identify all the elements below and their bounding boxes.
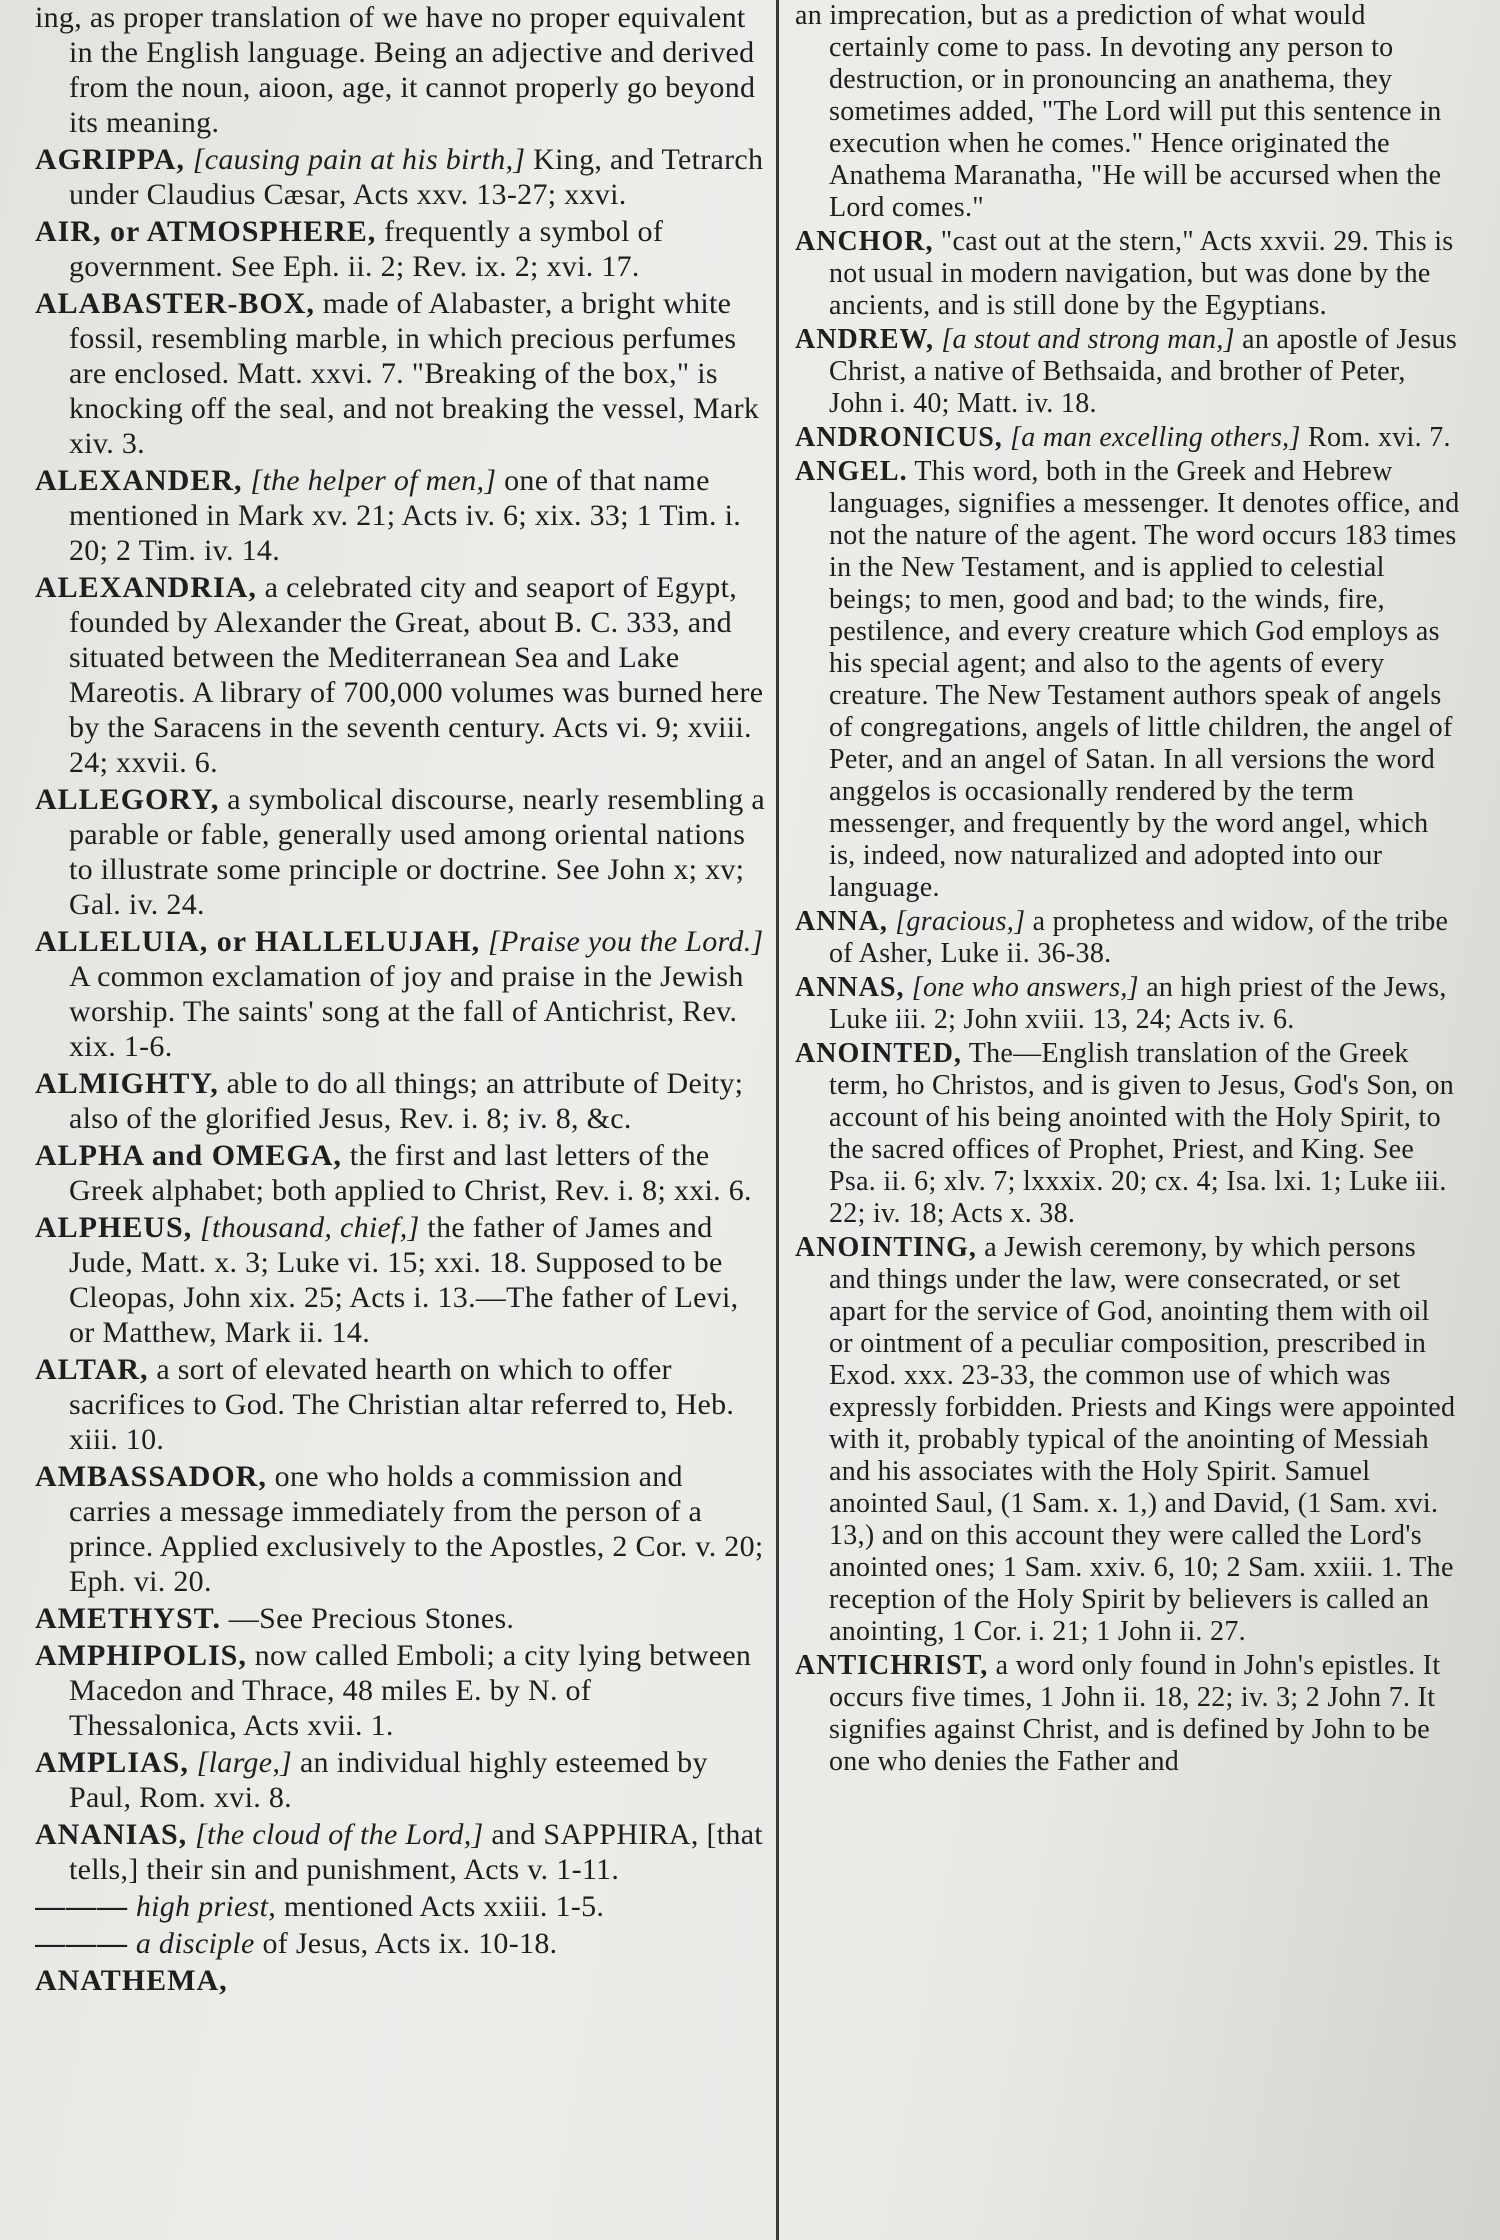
entry-headword: ANDREW, <box>795 324 934 355</box>
dictionary-entry <box>35 214 765 284</box>
entry-meta: [causing pain at his birth,] <box>192 143 526 176</box>
column-divider <box>776 0 779 2240</box>
dictionary-entry <box>795 1232 1460 1648</box>
dictionary-entry <box>35 570 765 780</box>
entry-meta: [the helper of men,] <box>250 464 497 497</box>
dictionary-entry <box>35 1745 765 1815</box>
dictionary-entry <box>35 142 765 212</box>
dictionary-entry <box>35 1601 765 1636</box>
entry-def: Rom. xvi. 7. <box>1307 422 1451 453</box>
entry-def: one of that name mentioned in Mark xv. 21; Acts iv. 6; xix. 33; 1 Tim. i. 20; 2 Tim. iv. 14. <box>69 464 742 567</box>
entry-def: "cast out at the stern," Acts xxvii. 29. This is not usual in modern navigation, but was done by the ancients, and is still done by the Egyptians. <box>829 226 1454 321</box>
dictionary-entry <box>35 1889 765 1924</box>
entry-def: The—English translation of the Greek term, ho Christos, and is given to Jesus, God's Son, on account of his being anointed with the Holy Spirit, to the sacred offices of Prophet, Priest, and King. See Psa. ii. 6; xlv. 7; lxxxix. 20; cx. 4; Isa. lxi. 1; Luke iii. 22; iv. 18; Acts x. 38. <box>829 1038 1455 1229</box>
entry-def: made of Alabaster, a bright white fossil, resembling marble, in which precious perfumes are enclosed. Matt. xxvi. 7. "Breaking of the box," is knocking off the seal, and not breaking the vessel, Mark xiv. 3. <box>69 287 760 460</box>
entry-meta: [thousand, chief,] <box>200 1211 420 1244</box>
dictionary-entry <box>795 0 1460 224</box>
entry-meta: [the cloud of the Lord,] <box>195 1818 484 1851</box>
entry-headword: ALEXANDER, <box>35 464 243 497</box>
entry-headword: ANOINTED, <box>795 1038 962 1069</box>
dictionary-entry <box>35 1138 765 1208</box>
entry-def: a prophetess and widow, of the tribe of Asher, Luke ii. 36-38. <box>829 906 1449 969</box>
entry-def: a celebrated city and seaport of Egypt, founded by Alexander the Great, about B. C. 333, and situated between the Mediterranean Sea and Lake Mareotis. A library of 700,000 volumes was burned here by the Saracens in the seventh century. Acts vi. 9; xviii. 24; xxvii. 6. <box>69 571 764 779</box>
entry-meta: [one who answers,] <box>911 972 1139 1003</box>
entry-headword: ALMIGHTY, <box>35 1067 219 1100</box>
dictionary-entry <box>795 324 1460 420</box>
entry-def: one who holds a commission and carries a message immediately from the person of a prince. Applied exclusively to the Apostles, 2 Cor. v. 20; Eph. vi. 20. <box>69 1460 764 1598</box>
entry-headword: ALLEGORY, <box>35 783 220 816</box>
dictionary-entry <box>795 906 1460 970</box>
entry-def: an individual highly esteemed by Paul, Rom. xvi. 8. <box>69 1746 708 1814</box>
entry-meta: [large,] <box>196 1746 293 1779</box>
dictionary-entry <box>795 422 1460 454</box>
entry-headword: AMPLIAS, <box>35 1746 189 1779</box>
dictionary-entry <box>35 1459 765 1599</box>
entry-headword: ALEXANDRIA, <box>35 571 257 604</box>
entry-meta: [gracious,] <box>895 906 1026 937</box>
entry-def: a sort of elevated hearth on which to offer sacrifices to God. The Christian altar referred to, Heb. xiii. 10. <box>69 1353 735 1456</box>
entry-headword: ALABASTER-BOX, <box>35 287 315 320</box>
entry-meta: high priest, <box>135 1890 277 1923</box>
entry-def: the first and last letters of the Greek alphabet; both applied to Christ, Rev. i. 8; xxi. 6. <box>69 1139 752 1207</box>
entry-def: the father of James and Jude, Matt. x. 3; Luke vi. 15; xxi. 18. Supposed to be Cleopas, John xix. 25; Acts i. 13.—The father of Levi, or Matthew, Mark ii. 14. <box>69 1211 739 1349</box>
entry-def: and SAPPHIRA, [that tells,] their sin and punishment, Acts v. 1-11. <box>69 1818 763 1886</box>
entry-headword: AMETHYST. <box>35 1602 221 1635</box>
entry-headword: ANNAS, <box>795 972 905 1003</box>
entry-def: now called Emboli; a city lying between Macedon and Thrace, 48 miles E. by N. of Thessalonica, Acts xvii. 1. <box>69 1639 752 1742</box>
dictionary-entry <box>795 1038 1460 1230</box>
entry-def: frequently a symbol of government. See Eph. ii. 2; Rev. ix. 2; xvi. 17. <box>69 215 664 283</box>
entry-def: King, and Tetrarch under Claudius Cæsar, Acts xxv. 13-27; xxvi. <box>69 143 764 211</box>
entry-headword: ——— <box>35 1927 128 1960</box>
entry-def: able to do all things; an attribute of Deity; also of the glorified Jesus, Rev. i. 8; iv. 8, &c. <box>69 1067 744 1135</box>
right-column <box>795 0 1460 2240</box>
entry-headword: AMPHIPOLIS, <box>35 1639 247 1672</box>
entry-def: a word only found in John's epistles. It occurs five times, 1 John ii. 18, 22; iv. 3; 2 John 7. It signifies against Christ, and is defined by John to be one who denies the Father and <box>829 1650 1441 1777</box>
entry-headword: ANATHEMA, <box>35 1964 228 1997</box>
dictionary-entry <box>35 782 765 922</box>
entry-headword: ALLELUIA, or HALLELUJAH, <box>35 925 481 958</box>
dictionary-entry <box>795 456 1460 904</box>
entry-headword: ——— <box>35 1890 128 1923</box>
dictionary-entry <box>35 1066 765 1136</box>
entry-headword: ANNA, <box>795 906 888 937</box>
entry-headword: AMBASSADOR, <box>35 1460 267 1493</box>
entry-headword: ANCHOR, <box>795 226 934 257</box>
entry-def: ing, as proper translation of we have no proper equivalent in the English language. Being an adjective and derived from the noun, aioon, age, it cannot properly go beyond its meaning. <box>35 1 756 139</box>
dictionary-entry <box>35 463 765 568</box>
entry-headword: AGRIPPA, <box>35 143 185 176</box>
left-column <box>35 0 765 2240</box>
entry-def: a Jewish ceremony, by which persons and things under the law, were consecrated, or set apart for the service of God, anointing them with oil or ointment of a peculiar composition, prescribed in Exod. xxx. 23-33, the common use of which was expressly forbidden. Priests and Kings were appointed with it, probably typical of the anointing of Messiah and his associates with the Holy Spirit. Samuel anointed Saul, (1 Sam. x. 1,) and David, (1 Sam. xvi. 13,) and on this account they were called the Lord's anointed ones; 1 Sam. xxiv. 6, 10; 2 Sam. xxiii. 1. The reception of the Holy Spirit by believers is called an anointing, 1 Cor. i. 21; 1 John ii. 27. <box>829 1232 1456 1647</box>
dictionary-entry <box>35 1352 765 1457</box>
dictionary-entry <box>795 226 1460 322</box>
dictionary-entry <box>795 972 1460 1036</box>
entry-def: This word, both in the Greek and Hebrew languages, signifies a messenger. It denotes office, and not the nature of the agent. The word occurs 183 times in the New Testament, and is applied to celestial beings; to men, good and bad; to the winds, fire, pestilence, and every creature which God employs as his special agent; and also to the agents of every creature. The New Testament authors speak of angels of congregations, angels of little children, the angel of Peter, and an angel of Satan. In all versions the word anggelos is occasionally rendered by the term messenger, and frequently by the word angel, which is, indeed, now naturalized and adopted into our language. <box>829 456 1460 903</box>
entry-headword: ANANIAS, <box>35 1818 188 1851</box>
entry-headword: ANGEL. <box>795 456 908 487</box>
dictionary-entry <box>35 286 765 461</box>
dictionary-entry <box>35 1638 765 1743</box>
entry-headword: ALPHA and OMEGA, <box>35 1139 342 1172</box>
entry-meta: a disciple <box>135 1927 255 1960</box>
entry-def: of Jesus, Acts ix. 10-18. <box>262 1927 558 1960</box>
entry-headword: ANOINTING, <box>795 1232 977 1263</box>
entry-def: an high priest of the Jews, Luke iii. 2; John xviii. 13, 24; Acts iv. 6. <box>829 972 1447 1035</box>
dictionary-entry <box>35 1817 765 1887</box>
entry-meta: [a stout and strong man,] <box>941 324 1235 355</box>
entry-headword: ALTAR, <box>35 1353 149 1386</box>
entry-def: A common exclamation of joy and praise in the Jewish worship. The saints' song at the fall of Antichrist, Rev. xix. 1-6. <box>69 960 744 1063</box>
entry-meta: [a man excelling others,] <box>1010 422 1301 453</box>
entry-meta: [Praise you the Lord.] <box>488 925 764 958</box>
entry-headword: AIR, or ATMOSPHERE, <box>35 215 377 248</box>
entry-def: a symbolical discourse, nearly resembling a parable or fable, generally used among oriental nations to illustrate some principle or doctrine. See John x; xv; Gal. iv. 24. <box>69 783 765 921</box>
entry-def: an apostle of Jesus Christ, a native of Bethsaida, and brother of Peter, John i. 40; Matt. iv. 18. <box>829 324 1458 419</box>
dictionary-entry <box>35 1963 765 1998</box>
entry-def: an imprecation, but as a prediction of what would certainly come to pass. In devoting any person to destruction, or in pronouncing an anathema, they sometimes added, "The Lord will put this sentence in execution when he comes." Hence originated the Anathema Maranatha, "He will be accursed when the Lord comes." <box>795 0 1442 223</box>
entry-def: —See Precious Stones. <box>228 1602 515 1635</box>
entry-headword: ANDRONICUS, <box>795 422 1003 453</box>
entry-headword: ALPHEUS, <box>35 1211 193 1244</box>
entry-def: mentioned Acts xxiii. 1-5. <box>283 1890 605 1923</box>
dictionary-entry <box>795 1650 1460 1778</box>
dictionary-entry <box>35 1210 765 1350</box>
dictionary-entry <box>35 0 765 140</box>
dictionary-entry <box>35 924 765 1064</box>
dictionary-entry <box>35 1926 765 1961</box>
entry-headword: ANTICHRIST, <box>795 1650 989 1681</box>
